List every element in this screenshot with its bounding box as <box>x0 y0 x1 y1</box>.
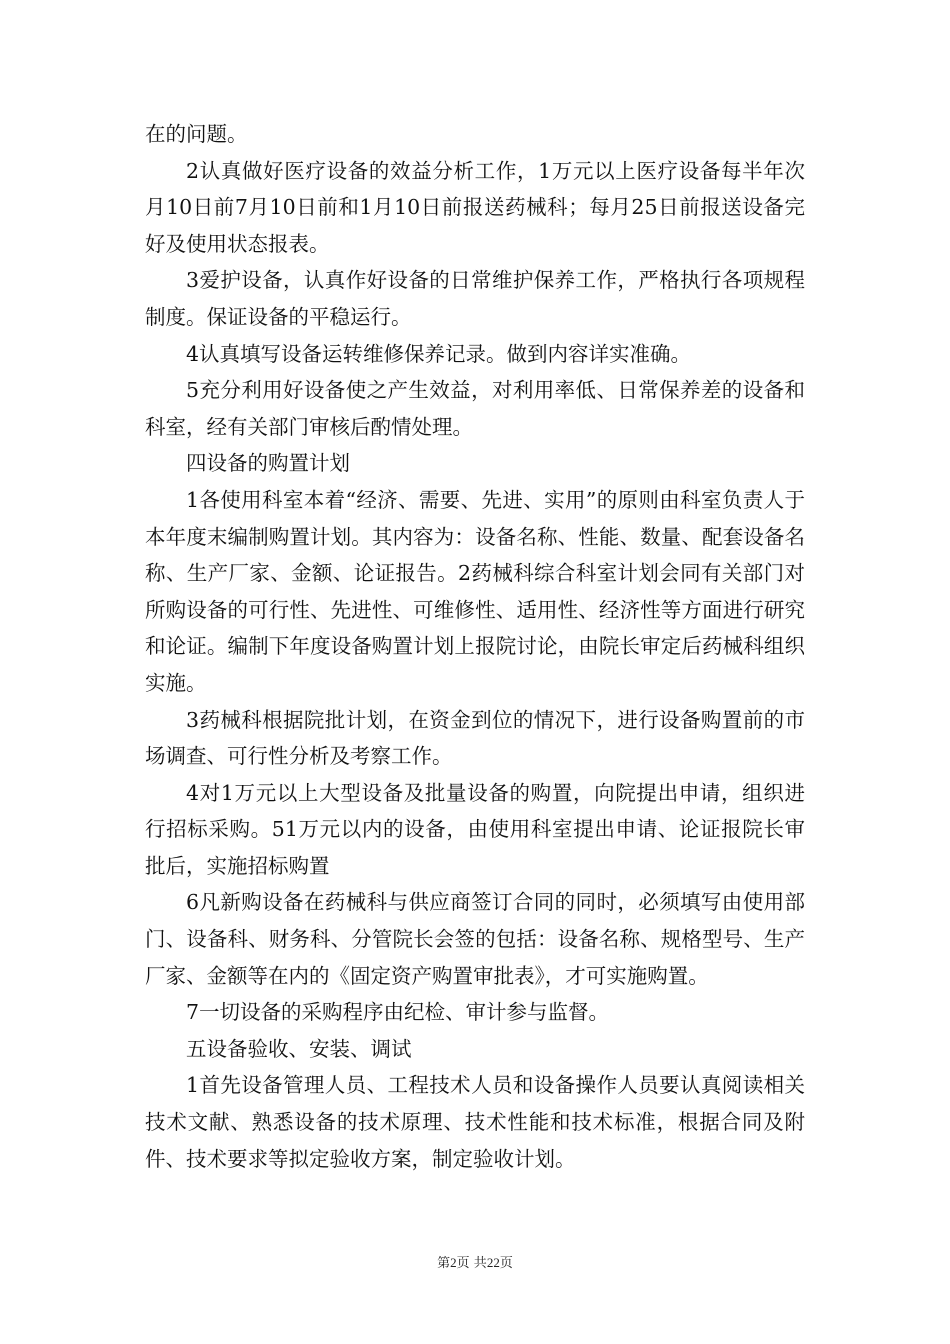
footer-suffix: 页 <box>499 1256 513 1271</box>
paragraph: 3药械科根据院批计划，在资金到位的情况下，进行设备购置前的市场调查、可行性分析及考察工作。 <box>145 707 805 769</box>
paragraph: 3爱护设备，认真作好设备的日常维护保养工作，严格执行各项规程制度。保证设备的平稳运行。 <box>145 268 805 329</box>
paragraph: 4对1万元以上大型设备及批量设备的购置，向院提出申请，组织进行招标采购。51万元以内的设备，由使用科室提出申请、论证报院长审批后，实施招标购置 <box>145 780 805 878</box>
paragraph: 1各使用科室本着“经济、需要、先进、实用”的原则由科室负责人于本年度末编制购置计划。其内容为：设备名称、性能、数量、配套设备名称、生产厂家、金额、论证报告。2药械科综合科室计划会同有关部门对所购设备的可行性、先进性、可维修性、适用性、经济性等方面进行研究和论证。编制下年度设备购置计划上报院讨论，由院长审定后药械科组织实施。 <box>145 487 805 695</box>
footer-middle: 页 共 <box>456 1256 487 1271</box>
paragraph: 5充分利用好设备使之产生效益，对利用率低、日常保养差的设备和科室，经有关部门审核后酌情处理。 <box>145 378 805 439</box>
paragraph: 2认真做好医疗设备的效益分析工作，1万元以上医疗设备每半年次月10日前7月10日前和1月10日前报送药械科；每月25日前报送设备完好及使用状态报表。 <box>145 158 805 256</box>
paragraph: 1首先设备管理人员、工程技术人员和设备操作人员要认真阅读相关技术文献、熟悉设备的技术原理、技术性能和技术标准，根据合同及附件、技术要求等拟定验收方案，制定验收计划。 <box>145 1073 805 1171</box>
footer-total-pages: 22 <box>486 1255 500 1270</box>
footer-page-number: 2 <box>450 1255 457 1270</box>
paragraph: 4认真填写设备运转维修保养记录。做到内容详实准确。 <box>186 341 692 366</box>
page-footer <box>0 1252 950 1271</box>
section-heading: 四设备的购置计划 <box>186 451 350 476</box>
paragraph: 7一切设备的采购程序由纪检、审计参与监督。 <box>186 1000 610 1025</box>
paragraph: 6凡新购设备在药械科与供应商签订合同的同时，必须填写由使用部门、设备科、财务科、分管院长会签的包括：设备名称、规格型号、生产厂家、金额等在内的《固定资产购置审批表》，才可实施购置。 <box>145 890 805 988</box>
document-body <box>145 116 805 1177</box>
section-heading: 五设备验收、安装、调试 <box>186 1036 412 1061</box>
footer-prefix: 第 <box>437 1256 451 1271</box>
paragraph: 在的问题。 <box>145 122 248 146</box>
